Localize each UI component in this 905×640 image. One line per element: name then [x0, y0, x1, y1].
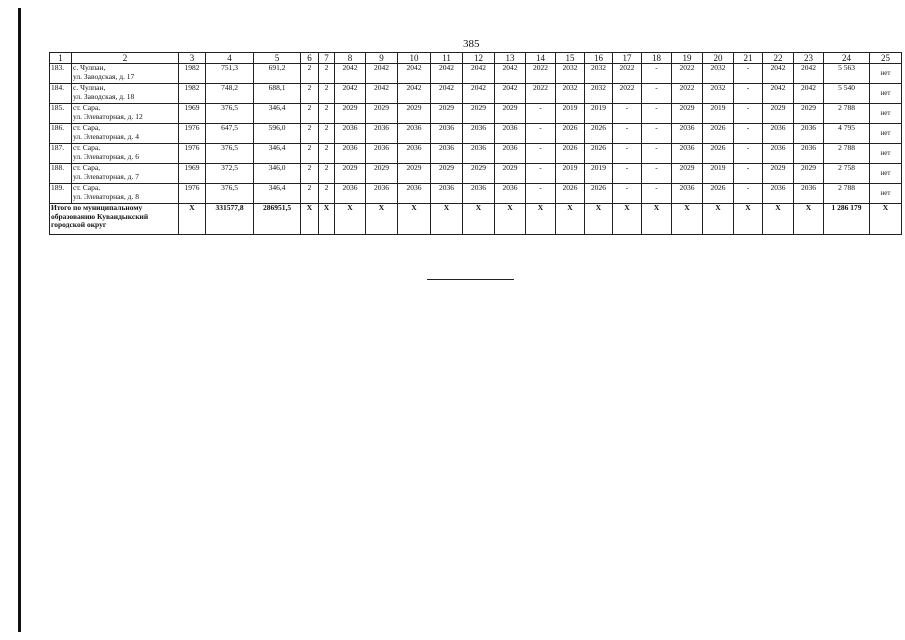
table-cell: 2036: [431, 144, 463, 164]
table-cell: 1982: [179, 64, 206, 84]
column-header: 15: [556, 53, 585, 64]
table-cell: 2042: [335, 84, 366, 104]
table-cell: 751,3: [206, 64, 254, 84]
table-cell: нет: [870, 84, 902, 104]
table-cell: 376,5: [206, 144, 254, 164]
column-header: 2: [72, 53, 179, 64]
address-cell: ст. Сара, ул. Элеваторная, д. 6: [72, 144, 179, 164]
column-number-row: [50, 53, 902, 64]
table-cell: нет: [870, 164, 902, 184]
row-number-cell: 185.: [50, 104, 72, 124]
table-cell: 2042: [431, 64, 463, 84]
table-cell: 346,4: [254, 184, 301, 204]
table-cell: 2036: [794, 124, 824, 144]
address-cell: ст. Сара, ул. Элеваторная, д. 12: [72, 104, 179, 124]
table-cell: 2: [319, 64, 335, 84]
total-cell: X: [556, 204, 585, 235]
table-cell: 2022: [526, 64, 556, 84]
table-cell: 2026: [585, 184, 613, 204]
table-cell: 2029: [398, 104, 431, 124]
row-number-cell: 183.: [50, 64, 72, 84]
table-cell: -: [526, 124, 556, 144]
total-cell: 331577,8: [206, 204, 254, 235]
row-number-cell: 188.: [50, 164, 72, 184]
column-header: 17: [613, 53, 642, 64]
table-cell: 1976: [179, 124, 206, 144]
end-divider-line: [427, 279, 514, 280]
table-cell: 2042: [763, 64, 794, 84]
table-cell: 2 788: [824, 144, 870, 164]
table-cell: 2029: [672, 104, 703, 124]
table-cell: 2019: [556, 164, 585, 184]
table-cell: 2036: [763, 144, 794, 164]
total-cell: X: [179, 204, 206, 235]
table-cell: -: [734, 124, 763, 144]
column-header: 5: [254, 53, 301, 64]
table-cell: 2: [301, 144, 319, 164]
table-cell: 2042: [495, 64, 526, 84]
table-cell: нет: [870, 124, 902, 144]
total-cell: X: [335, 204, 366, 235]
table-cell: -: [526, 104, 556, 124]
table-cell: -: [526, 164, 556, 184]
table-cell: 2042: [495, 84, 526, 104]
total-cell: X: [642, 204, 672, 235]
table-cell: 748,2: [206, 84, 254, 104]
total-cell: X: [301, 204, 319, 235]
total-cell: X: [734, 204, 763, 235]
table-cell: 2029: [335, 104, 366, 124]
total-cell: X: [672, 204, 703, 235]
column-header: 23: [794, 53, 824, 64]
table-cell: -: [642, 104, 672, 124]
table-cell: 2: [319, 84, 335, 104]
table-cell: 4 795: [824, 124, 870, 144]
table-cell: 2032: [703, 84, 734, 104]
table-cell: 2036: [398, 144, 431, 164]
table-cell: 2032: [703, 64, 734, 84]
row-number-cell: 187.: [50, 144, 72, 164]
table-cell: -: [613, 104, 642, 124]
table-cell: 2036: [672, 184, 703, 204]
table-cell: -: [734, 64, 763, 84]
table-cell: 2029: [763, 104, 794, 124]
table-cell: 2029: [794, 164, 824, 184]
column-header: 6: [301, 53, 319, 64]
address-cell: ст. Сара, ул. Элеваторная, д. 8: [72, 184, 179, 204]
table-cell: 2: [301, 184, 319, 204]
total-cell: X: [585, 204, 613, 235]
table-cell: 5 563: [824, 64, 870, 84]
table-cell: 2032: [585, 84, 613, 104]
column-header: 18: [642, 53, 672, 64]
column-header: 20: [703, 53, 734, 64]
total-cell: X: [495, 204, 526, 235]
table-cell: 2036: [495, 184, 526, 204]
column-header: 4: [206, 53, 254, 64]
table-cell: 2042: [763, 84, 794, 104]
table-cell: -: [734, 144, 763, 164]
table-cell: 2036: [495, 144, 526, 164]
table-cell: 2: [301, 64, 319, 84]
total-cell: X: [319, 204, 335, 235]
table-cell: 2036: [398, 124, 431, 144]
table-cell: 1969: [179, 104, 206, 124]
table-cell: 2: [319, 104, 335, 124]
table-cell: 2026: [585, 124, 613, 144]
table-cell: 2036: [672, 144, 703, 164]
table-cell: 2022: [526, 84, 556, 104]
table-cell: 2019: [703, 164, 734, 184]
column-header: 21: [734, 53, 763, 64]
table-cell: 2: [319, 164, 335, 184]
table-cell: -: [526, 144, 556, 164]
table-cell: -: [642, 164, 672, 184]
table-cell: 2036: [366, 124, 398, 144]
table-cell: 2029: [335, 164, 366, 184]
table-cell: 2036: [431, 124, 463, 144]
table-cell: 2: [319, 184, 335, 204]
table-cell: 2026: [585, 144, 613, 164]
table-cell: 2029: [463, 104, 495, 124]
table-row: [50, 84, 902, 104]
table-cell: 376,5: [206, 184, 254, 204]
table-row: [50, 164, 902, 184]
table-cell: 372,5: [206, 164, 254, 184]
table-cell: -: [642, 124, 672, 144]
total-cell: X: [431, 204, 463, 235]
total-label: Итого по муниципальному образованию Кувандыкский городской округ: [50, 204, 179, 235]
table-cell: нет: [870, 144, 902, 164]
table-cell: 2036: [763, 184, 794, 204]
table-cell: 2019: [703, 104, 734, 124]
table-cell: 2029: [763, 164, 794, 184]
table-cell: 2026: [703, 184, 734, 204]
address-cell: с. Чулпан, ул. Заводская, д. 17: [72, 64, 179, 84]
column-header: 8: [335, 53, 366, 64]
table-cell: 2: [301, 124, 319, 144]
column-header: 25: [870, 53, 902, 64]
column-header: 19: [672, 53, 703, 64]
table-cell: 2019: [585, 104, 613, 124]
total-cell: 1 286 179: [824, 204, 870, 235]
table-cell: нет: [870, 104, 902, 124]
table-cell: 2036: [672, 124, 703, 144]
table-cell: 2026: [556, 184, 585, 204]
table-cell: 2: [301, 164, 319, 184]
row-number-cell: 186.: [50, 124, 72, 144]
total-row: [50, 204, 902, 235]
table-cell: 2036: [431, 184, 463, 204]
table-cell: 376,5: [206, 104, 254, 124]
table-row: [50, 64, 902, 84]
table-cell: 2042: [366, 64, 398, 84]
table-cell: -: [613, 184, 642, 204]
table-cell: 2036: [398, 184, 431, 204]
table-cell: 2026: [703, 144, 734, 164]
total-cell: 286951,5: [254, 204, 301, 235]
table-cell: -: [734, 104, 763, 124]
table-cell: 2029: [366, 104, 398, 124]
table-cell: 2 758: [824, 164, 870, 184]
scan-edge-bar: [18, 8, 21, 632]
table-cell: -: [613, 124, 642, 144]
table-cell: -: [642, 144, 672, 164]
table-cell: 346,4: [254, 144, 301, 164]
table-cell: 2: [319, 144, 335, 164]
table-cell: 2029: [463, 164, 495, 184]
table-cell: 2029: [431, 104, 463, 124]
table-cell: 2029: [672, 164, 703, 184]
column-header: 16: [585, 53, 613, 64]
table-cell: 2032: [556, 84, 585, 104]
table-row: [50, 144, 902, 164]
table-cell: 346,0: [254, 164, 301, 184]
table-cell: 2: [301, 84, 319, 104]
table-cell: 596,0: [254, 124, 301, 144]
table-cell: 2029: [495, 164, 526, 184]
table-cell: -: [642, 64, 672, 84]
table-cell: 2022: [613, 64, 642, 84]
table-cell: 2036: [366, 184, 398, 204]
table-cell: 346,4: [254, 104, 301, 124]
page-number: 385: [463, 38, 480, 50]
column-header: 24: [824, 53, 870, 64]
table-cell: 2036: [463, 144, 495, 164]
table-cell: 2029: [495, 104, 526, 124]
table-cell: 2029: [398, 164, 431, 184]
table-row: [50, 184, 902, 204]
table-cell: 2036: [495, 124, 526, 144]
table-cell: 1976: [179, 144, 206, 164]
table-cell: 2026: [556, 144, 585, 164]
row-number-cell: 189.: [50, 184, 72, 204]
table-cell: 2042: [794, 64, 824, 84]
table-cell: 2032: [585, 64, 613, 84]
table-cell: нет: [870, 64, 902, 84]
column-header: 7: [319, 53, 335, 64]
table-cell: -: [613, 144, 642, 164]
table-cell: 2029: [366, 164, 398, 184]
table-cell: 2036: [794, 144, 824, 164]
table-row: [50, 124, 902, 144]
table-cell: 2026: [703, 124, 734, 144]
total-cell: X: [870, 204, 902, 235]
column-header: 1: [50, 53, 72, 64]
column-header: 10: [398, 53, 431, 64]
table-cell: 2022: [672, 64, 703, 84]
table-cell: 2029: [431, 164, 463, 184]
column-header: 13: [495, 53, 526, 64]
table-cell: 2 788: [824, 184, 870, 204]
table-cell: 2036: [335, 124, 366, 144]
total-cell: X: [794, 204, 824, 235]
table-cell: 2036: [335, 184, 366, 204]
table-cell: 2036: [335, 144, 366, 164]
table-cell: 2042: [794, 84, 824, 104]
column-header: 12: [463, 53, 495, 64]
table-cell: 2032: [556, 64, 585, 84]
table-cell: 5 540: [824, 84, 870, 104]
table-cell: -: [526, 184, 556, 204]
total-cell: X: [463, 204, 495, 235]
table-cell: 2042: [398, 64, 431, 84]
table-cell: 1969: [179, 164, 206, 184]
row-number-cell: 184.: [50, 84, 72, 104]
table-cell: 2042: [366, 84, 398, 104]
column-header: 22: [763, 53, 794, 64]
table-cell: 2036: [463, 124, 495, 144]
table-cell: -: [734, 164, 763, 184]
table-cell: 691,2: [254, 64, 301, 84]
table-cell: 2: [301, 104, 319, 124]
table-cell: 2036: [366, 144, 398, 164]
table-cell: 2042: [398, 84, 431, 104]
address-cell: с. Чулпан, ул. Заводская, д. 18: [72, 84, 179, 104]
table-cell: -: [642, 184, 672, 204]
total-cell: X: [703, 204, 734, 235]
table-cell: 2022: [672, 84, 703, 104]
table-cell: 1976: [179, 184, 206, 204]
address-cell: ст. Сара, ул. Элеваторная, д. 7: [72, 164, 179, 184]
table-cell: 2019: [585, 164, 613, 184]
total-cell: X: [526, 204, 556, 235]
table-cell: -: [642, 84, 672, 104]
table-cell: -: [734, 184, 763, 204]
table-cell: 2042: [335, 64, 366, 84]
table-cell: нет: [870, 184, 902, 204]
column-header: 3: [179, 53, 206, 64]
table-cell: 1982: [179, 84, 206, 104]
table-cell: 2036: [763, 124, 794, 144]
table-cell: 2036: [794, 184, 824, 204]
table-cell: -: [613, 164, 642, 184]
table-cell: 2042: [463, 84, 495, 104]
table-cell: 647,5: [206, 124, 254, 144]
total-cell: X: [613, 204, 642, 235]
address-cell: ст. Сара, ул. Элеваторная, д. 4: [72, 124, 179, 144]
table-cell: 688,1: [254, 84, 301, 104]
table-cell: 2 788: [824, 104, 870, 124]
housing-repair-table: [49, 52, 902, 235]
table-cell: 2036: [463, 184, 495, 204]
column-header: 14: [526, 53, 556, 64]
table-row: [50, 104, 902, 124]
table-cell: -: [734, 84, 763, 104]
column-header: 9: [366, 53, 398, 64]
table-cell: 2022: [613, 84, 642, 104]
total-cell: X: [366, 204, 398, 235]
table-cell: 2029: [794, 104, 824, 124]
column-header: 11: [431, 53, 463, 64]
total-cell: X: [763, 204, 794, 235]
table-cell: 2042: [463, 64, 495, 84]
total-cell: X: [398, 204, 431, 235]
table-cell: 2042: [431, 84, 463, 104]
table-cell: 2019: [556, 104, 585, 124]
table-cell: 2026: [556, 124, 585, 144]
table-cell: 2: [319, 124, 335, 144]
